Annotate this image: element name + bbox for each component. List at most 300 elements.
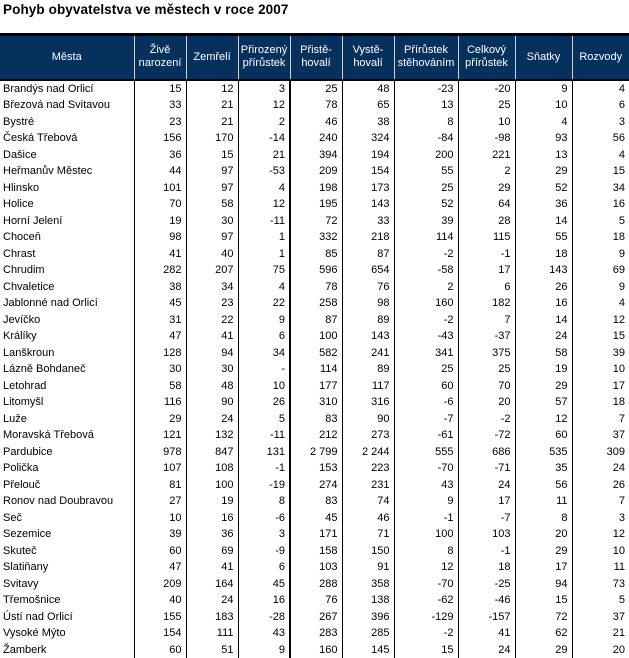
cell-natural-increase: 75 — [238, 262, 290, 279]
cell-total-increase: -7 — [458, 510, 515, 527]
cell-city: Jablonné nad Orlicí — [0, 295, 134, 312]
cell-marriages: 143 — [515, 262, 572, 279]
cell-immigrants: 171 — [290, 526, 342, 543]
cell-live-births: 19 — [134, 213, 186, 230]
cell-total-increase: -46 — [458, 592, 515, 609]
cell-city: Letohrad — [0, 378, 134, 395]
cell-live-births: 209 — [134, 576, 186, 593]
cell-marriages: 62 — [515, 625, 572, 642]
cell-immigrants: 310 — [290, 394, 342, 411]
table-row — [0, 477, 629, 494]
cell-live-births: 47 — [134, 328, 186, 345]
cell-migration-increase: -1 — [394, 510, 458, 527]
cell-total-increase: 64 — [458, 196, 515, 213]
cell-natural-increase: 22 — [238, 295, 290, 312]
table-row — [0, 493, 629, 510]
col-header-mesta: Města — [0, 35, 134, 80]
cell-total-increase: 25 — [458, 361, 515, 378]
cell-natural-increase: -19 — [238, 477, 290, 494]
cell-city: Hlinsko — [0, 180, 134, 197]
cell-migration-increase: 8 — [394, 114, 458, 131]
cell-natural-increase: 12 — [238, 196, 290, 213]
cell-city: Horní Jelení — [0, 213, 134, 230]
cell-total-increase: -20 — [458, 80, 515, 98]
cell-total-increase: -98 — [458, 130, 515, 147]
cell-live-births: 154 — [134, 625, 186, 642]
cell-marriages: 56 — [515, 477, 572, 494]
cell-marriages: 17 — [515, 559, 572, 576]
cell-total-increase: 70 — [458, 378, 515, 395]
cell-marriages: 29 — [515, 642, 572, 658]
cell-deaths: 170 — [186, 130, 238, 147]
cell-divorces: 12 — [572, 312, 629, 329]
cell-divorces: 56 — [572, 130, 629, 147]
cell-natural-increase: 1 — [238, 246, 290, 263]
cell-deaths: 41 — [186, 328, 238, 345]
cell-city: Přelouč — [0, 477, 134, 494]
table-row — [0, 97, 629, 114]
table-row — [0, 80, 629, 98]
cell-natural-increase: 9 — [238, 312, 290, 329]
table-row — [0, 262, 629, 279]
table-row — [0, 642, 629, 658]
cell-emigrants: 74 — [342, 493, 394, 510]
cell-emigrants: 143 — [342, 328, 394, 345]
cell-live-births: 44 — [134, 163, 186, 180]
cell-emigrants: 223 — [342, 460, 394, 477]
cell-immigrants: 267 — [290, 609, 342, 626]
cell-city: Chvaletice — [0, 279, 134, 296]
cell-total-increase: -37 — [458, 328, 515, 345]
cell-emigrants: 87 — [342, 246, 394, 263]
cell-deaths: 12 — [186, 80, 238, 98]
cell-immigrants: 274 — [290, 477, 342, 494]
cell-total-increase: 28 — [458, 213, 515, 230]
cell-natural-increase: 6 — [238, 328, 290, 345]
cell-total-increase: 6 — [458, 279, 515, 296]
cell-live-births: 155 — [134, 609, 186, 626]
cell-immigrants: 153 — [290, 460, 342, 477]
cell-immigrants: 46 — [290, 114, 342, 131]
cell-natural-increase: 131 — [238, 444, 290, 461]
cell-emigrants: 358 — [342, 576, 394, 593]
cell-marriages: 26 — [515, 279, 572, 296]
cell-live-births: 107 — [134, 460, 186, 477]
cell-natural-increase: 5 — [238, 411, 290, 428]
cell-live-births: 36 — [134, 147, 186, 164]
cell-live-births: 40 — [134, 592, 186, 609]
cell-marriages: 24 — [515, 328, 572, 345]
cell-divorces: 3 — [572, 510, 629, 527]
cell-immigrants: 83 — [290, 411, 342, 428]
cell-migration-increase: 55 — [394, 163, 458, 180]
cell-immigrants: 332 — [290, 229, 342, 246]
cell-deaths: 30 — [186, 213, 238, 230]
cell-migration-increase: 9 — [394, 493, 458, 510]
table-row — [0, 576, 629, 593]
table-row — [0, 625, 629, 642]
cell-migration-increase: 341 — [394, 345, 458, 362]
col-header-celkovy-prirustek: Celkový přírůstek — [458, 35, 515, 80]
cell-migration-increase: 43 — [394, 477, 458, 494]
cell-immigrants: 394 — [290, 147, 342, 164]
table-row — [0, 246, 629, 263]
cell-natural-increase: 45 — [238, 576, 290, 593]
cell-emigrants: 117 — [342, 378, 394, 395]
cell-live-births: 98 — [134, 229, 186, 246]
cell-live-births: 10 — [134, 510, 186, 527]
cell-city: Králíky — [0, 328, 134, 345]
cell-deaths: 97 — [186, 180, 238, 197]
col-header-zemreli: Zemřelí — [186, 35, 238, 80]
cell-divorces: 309 — [572, 444, 629, 461]
cell-marriages: 14 — [515, 312, 572, 329]
cell-emigrants: 89 — [342, 361, 394, 378]
cell-live-births: 282 — [134, 262, 186, 279]
cell-migration-increase: -7 — [394, 411, 458, 428]
cell-city: Pardubice — [0, 444, 134, 461]
cell-divorces: 21 — [572, 625, 629, 642]
cell-emigrants: 98 — [342, 295, 394, 312]
cell-deaths: 847 — [186, 444, 238, 461]
cell-live-births: 60 — [134, 543, 186, 560]
cell-marriages: 29 — [515, 163, 572, 180]
cell-natural-increase: 34 — [238, 345, 290, 362]
cell-city: Ústí nad Orlicí — [0, 609, 134, 626]
cell-emigrants: 33 — [342, 213, 394, 230]
cell-migration-increase: 555 — [394, 444, 458, 461]
cell-migration-increase: -2 — [394, 246, 458, 263]
cell-total-increase: 182 — [458, 295, 515, 312]
cell-total-increase: -1 — [458, 246, 515, 263]
cell-immigrants: 78 — [290, 279, 342, 296]
cell-marriages: 535 — [515, 444, 572, 461]
cell-migration-increase: -62 — [394, 592, 458, 609]
cell-total-increase: 375 — [458, 345, 515, 362]
cell-immigrants: 158 — [290, 543, 342, 560]
table-row — [0, 559, 629, 576]
cell-migration-increase: 25 — [394, 361, 458, 378]
cell-emigrants: 2 244 — [342, 444, 394, 461]
cell-marriages: 11 — [515, 493, 572, 510]
cell-live-births: 31 — [134, 312, 186, 329]
cell-migration-increase: -58 — [394, 262, 458, 279]
cell-deaths: 23 — [186, 295, 238, 312]
table-body — [0, 80, 629, 658]
cell-divorces: 7 — [572, 411, 629, 428]
table-row — [0, 295, 629, 312]
cell-migration-increase: -129 — [394, 609, 458, 626]
cell-live-births: 47 — [134, 559, 186, 576]
cell-immigrants: 103 — [290, 559, 342, 576]
cell-immigrants: 76 — [290, 592, 342, 609]
cell-live-births: 39 — [134, 526, 186, 543]
cell-migration-increase: -70 — [394, 460, 458, 477]
table-row — [0, 394, 629, 411]
cell-marriages: 94 — [515, 576, 572, 593]
cell-immigrants: 258 — [290, 295, 342, 312]
cell-total-increase: 18 — [458, 559, 515, 576]
table-row — [0, 543, 629, 560]
cell-deaths: 132 — [186, 427, 238, 444]
cell-divorces: 20 — [572, 642, 629, 658]
cell-divorces: 5 — [572, 592, 629, 609]
cell-immigrants: 240 — [290, 130, 342, 147]
cell-live-births: 81 — [134, 477, 186, 494]
cell-emigrants: 218 — [342, 229, 394, 246]
cell-marriages: 58 — [515, 345, 572, 362]
cell-total-increase: -72 — [458, 427, 515, 444]
cell-immigrants: 209 — [290, 163, 342, 180]
cell-migration-increase: 60 — [394, 378, 458, 395]
cell-city: Litomyšl — [0, 394, 134, 411]
cell-deaths: 51 — [186, 642, 238, 658]
cell-divorces: 4 — [572, 295, 629, 312]
cell-live-births: 101 — [134, 180, 186, 197]
cell-city: Brandýs nad Orlicí — [0, 80, 134, 98]
table-row — [0, 345, 629, 362]
cell-divorces: 18 — [572, 229, 629, 246]
cell-city: Dašice — [0, 147, 134, 164]
cell-total-increase: 103 — [458, 526, 515, 543]
cell-immigrants: 212 — [290, 427, 342, 444]
cell-divorces: 37 — [572, 609, 629, 626]
cell-migration-increase: 8 — [394, 543, 458, 560]
cell-marriages: 13 — [515, 147, 572, 164]
cell-immigrants: 45 — [290, 510, 342, 527]
cell-live-births: 60 — [134, 642, 186, 658]
table-row — [0, 411, 629, 428]
cell-marriages: 10 — [515, 97, 572, 114]
cell-emigrants: 285 — [342, 625, 394, 642]
cell-live-births: 23 — [134, 114, 186, 131]
cell-divorces: 6 — [572, 97, 629, 114]
cell-emigrants: 150 — [342, 543, 394, 560]
cell-natural-increase: -11 — [238, 213, 290, 230]
cell-migration-increase: 160 — [394, 295, 458, 312]
cell-emigrants: 71 — [342, 526, 394, 543]
cell-emigrants: 90 — [342, 411, 394, 428]
cell-emigrants: 138 — [342, 592, 394, 609]
cell-deaths: 94 — [186, 345, 238, 362]
cell-divorces: 4 — [572, 80, 629, 98]
cell-migration-increase: 12 — [394, 559, 458, 576]
cell-live-births: 15 — [134, 80, 186, 98]
cell-migration-increase: -23 — [394, 80, 458, 98]
cell-deaths: 111 — [186, 625, 238, 642]
cell-natural-increase: 10 — [238, 378, 290, 395]
cell-divorces: 37 — [572, 427, 629, 444]
col-header-pristehovali: Přistě- hovalí — [290, 35, 342, 80]
cell-city: Luže — [0, 411, 134, 428]
cell-total-increase: 24 — [458, 642, 515, 658]
cell-deaths: 164 — [186, 576, 238, 593]
cell-total-increase: 24 — [458, 477, 515, 494]
table-row — [0, 213, 629, 230]
cell-total-increase: 686 — [458, 444, 515, 461]
cell-divorces: 18 — [572, 394, 629, 411]
cell-immigrants: 25 — [290, 80, 342, 98]
cell-marriages: 55 — [515, 229, 572, 246]
table-row — [0, 147, 629, 164]
cell-emigrants: 324 — [342, 130, 394, 147]
table-row — [0, 163, 629, 180]
cell-city: Žamberk — [0, 642, 134, 658]
cell-migration-increase: 114 — [394, 229, 458, 246]
cell-live-births: 27 — [134, 493, 186, 510]
cell-marriages: 36 — [515, 196, 572, 213]
cell-deaths: 97 — [186, 229, 238, 246]
cell-total-increase: 25 — [458, 97, 515, 114]
cell-natural-increase: 8 — [238, 493, 290, 510]
cell-divorces: 12 — [572, 526, 629, 543]
cell-live-births: 41 — [134, 246, 186, 263]
cell-emigrants: 231 — [342, 477, 394, 494]
cell-marriages: 72 — [515, 609, 572, 626]
cell-immigrants: 83 — [290, 493, 342, 510]
cell-total-increase: -25 — [458, 576, 515, 593]
table-row — [0, 592, 629, 609]
cell-total-increase: 2 — [458, 163, 515, 180]
table-row — [0, 510, 629, 527]
cell-migration-increase: -43 — [394, 328, 458, 345]
cell-emigrants: 154 — [342, 163, 394, 180]
cell-immigrants: 87 — [290, 312, 342, 329]
cell-emigrants: 273 — [342, 427, 394, 444]
table-row — [0, 444, 629, 461]
cell-total-increase: 17 — [458, 262, 515, 279]
cell-emigrants: 65 — [342, 97, 394, 114]
cell-total-increase: 7 — [458, 312, 515, 329]
cell-natural-increase: - — [238, 361, 290, 378]
cell-deaths: 207 — [186, 262, 238, 279]
cell-immigrants: 2 799 — [290, 444, 342, 461]
cell-natural-increase: 26 — [238, 394, 290, 411]
cell-immigrants: 72 — [290, 213, 342, 230]
cell-deaths: 69 — [186, 543, 238, 560]
cell-immigrants: 177 — [290, 378, 342, 395]
cell-immigrants: 114 — [290, 361, 342, 378]
population-table — [0, 33, 629, 658]
cell-deaths: 24 — [186, 411, 238, 428]
cell-deaths: 36 — [186, 526, 238, 543]
cell-natural-increase: -11 — [238, 427, 290, 444]
cell-live-births: 121 — [134, 427, 186, 444]
cell-marriages: 60 — [515, 427, 572, 444]
cell-total-increase: 20 — [458, 394, 515, 411]
table-row — [0, 130, 629, 147]
cell-divorces: 34 — [572, 180, 629, 197]
cell-migration-increase: 100 — [394, 526, 458, 543]
cell-city: Moravská Třebová — [0, 427, 134, 444]
cell-natural-increase: 6 — [238, 559, 290, 576]
cell-city: Heřmanův Městec — [0, 163, 134, 180]
cell-deaths: 40 — [186, 246, 238, 263]
cell-natural-increase: 2 — [238, 114, 290, 131]
col-header-zive-narozeni: Živě narození — [134, 35, 186, 80]
cell-emigrants: 316 — [342, 394, 394, 411]
cell-divorces: 10 — [572, 361, 629, 378]
cell-migration-increase: -6 — [394, 394, 458, 411]
table-row — [0, 427, 629, 444]
cell-divorces: 9 — [572, 246, 629, 263]
cell-migration-increase: 15 — [394, 642, 458, 658]
cell-marriages: 29 — [515, 543, 572, 560]
cell-city: Lanškroun — [0, 345, 134, 362]
cell-marriages: 15 — [515, 592, 572, 609]
cell-deaths: 41 — [186, 559, 238, 576]
cell-emigrants: 38 — [342, 114, 394, 131]
cell-migration-increase: 39 — [394, 213, 458, 230]
cell-live-births: 978 — [134, 444, 186, 461]
cell-deaths: 34 — [186, 279, 238, 296]
cell-total-increase: -71 — [458, 460, 515, 477]
cell-marriages: 12 — [515, 411, 572, 428]
cell-marriages: 93 — [515, 130, 572, 147]
table-row — [0, 460, 629, 477]
table-row — [0, 279, 629, 296]
table-row — [0, 114, 629, 131]
cell-live-births: 29 — [134, 411, 186, 428]
table-row — [0, 180, 629, 197]
cell-natural-increase: -9 — [238, 543, 290, 560]
cell-marriages: 52 — [515, 180, 572, 197]
cell-live-births: 45 — [134, 295, 186, 312]
cell-immigrants: 582 — [290, 345, 342, 362]
table-row — [0, 196, 629, 213]
cell-divorces: 15 — [572, 163, 629, 180]
cell-emigrants: 145 — [342, 642, 394, 658]
cell-deaths: 90 — [186, 394, 238, 411]
cell-emigrants: 46 — [342, 510, 394, 527]
cell-total-increase: -1 — [458, 543, 515, 560]
cell-immigrants: 85 — [290, 246, 342, 263]
cell-live-births: 30 — [134, 361, 186, 378]
table-row — [0, 609, 629, 626]
cell-natural-increase: 4 — [238, 279, 290, 296]
cell-marriages: 35 — [515, 460, 572, 477]
cell-migration-increase: -2 — [394, 312, 458, 329]
cell-divorces: 9 — [572, 279, 629, 296]
cell-divorces: 4 — [572, 147, 629, 164]
cell-migration-increase: 25 — [394, 180, 458, 197]
cell-deaths: 22 — [186, 312, 238, 329]
cell-city: Svitavy — [0, 576, 134, 593]
cell-live-births: 70 — [134, 196, 186, 213]
cell-natural-increase: -53 — [238, 163, 290, 180]
cell-emigrants: 89 — [342, 312, 394, 329]
cell-divorces: 69 — [572, 262, 629, 279]
cell-marriages: 20 — [515, 526, 572, 543]
table-row — [0, 526, 629, 543]
cell-migration-increase: 2 — [394, 279, 458, 296]
cell-city: Vysoké Mýto — [0, 625, 134, 642]
cell-immigrants: 283 — [290, 625, 342, 642]
cell-divorces: 17 — [572, 378, 629, 395]
cell-natural-increase: 4 — [238, 180, 290, 197]
cell-city: Seč — [0, 510, 134, 527]
cell-natural-increase: 43 — [238, 625, 290, 642]
cell-divorces: 10 — [572, 543, 629, 560]
cell-marriages: 57 — [515, 394, 572, 411]
cell-deaths: 58 — [186, 196, 238, 213]
cell-deaths: 24 — [186, 592, 238, 609]
cell-marriages: 19 — [515, 361, 572, 378]
cell-city: Česká Třebová — [0, 130, 134, 147]
cell-migration-increase: -84 — [394, 130, 458, 147]
cell-live-births: 33 — [134, 97, 186, 114]
page-title: Pohyb obyvatelstva ve městech v roce 2007 — [3, 2, 289, 17]
